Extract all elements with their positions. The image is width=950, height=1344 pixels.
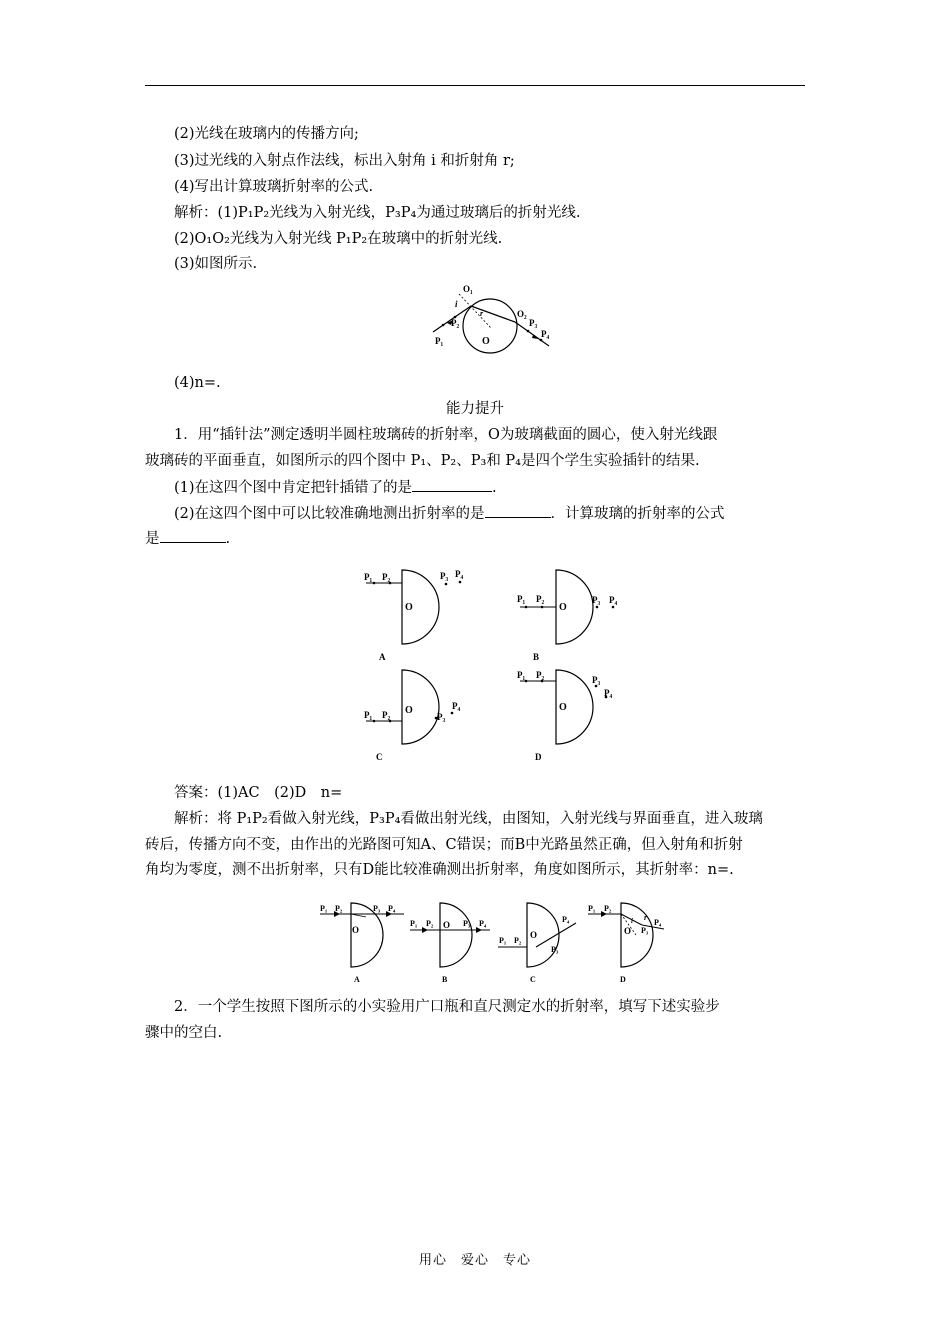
svg-text:P₂: P₂ xyxy=(514,936,522,945)
text-line: 2．一个学生按照下图所示的小实验用广口瓶和直尺测定水的折射率，填写下述实验步 xyxy=(174,999,720,1015)
svg-text:P₃: P₃ xyxy=(463,919,471,928)
diagram-a xyxy=(364,569,463,662)
label-p3: P₃ xyxy=(529,318,538,328)
answer-blank[interactable] xyxy=(160,528,226,543)
svg-text:P₁: P₁ xyxy=(320,904,328,913)
solution-c xyxy=(498,903,576,984)
svg-text:P₄: P₄ xyxy=(452,701,461,711)
text-line: 解析：(1)P₁P₂光线为入射光线，P₃P₄为通过玻璃后的折射光线. xyxy=(174,205,581,221)
svg-text:P₃: P₃ xyxy=(592,675,601,685)
text-line: 角均为零度，测不出折射率，只有D能比较准确测出折射率，角度如图所示，其折射率：n=. xyxy=(145,862,734,878)
svg-text:P₄: P₄ xyxy=(455,569,464,579)
svg-text:O: O xyxy=(443,920,451,930)
text-line: (4)n=. xyxy=(174,375,221,391)
text-line: (4)写出计算玻璃折射率的公式. xyxy=(174,179,374,195)
text-line: 玻璃砖的平面垂直，如图所示的四个图中 P₁、P₂、P₃和 P₄是四个学生实验插针的结果. xyxy=(145,453,700,469)
text-line: 解析：将 P₁P₂看做入射光线，P₃P₄看做出射光线，由图知，入射光线与界面垂直，进入玻璃 xyxy=(174,811,763,827)
svg-text:P₄: P₄ xyxy=(654,918,662,927)
svg-text:P₁: P₁ xyxy=(517,670,526,680)
circle-refraction-figure xyxy=(425,284,565,366)
text-line: 骤中的空白. xyxy=(145,1025,223,1041)
svg-text:O: O xyxy=(624,926,632,936)
solution-d xyxy=(588,903,664,984)
section-title: 能力提升 xyxy=(446,401,504,417)
svg-text:P₃: P₃ xyxy=(373,904,381,913)
label-d: D xyxy=(535,752,542,762)
svg-text:O: O xyxy=(405,602,413,613)
svg-text:P₂: P₂ xyxy=(536,594,545,604)
inner-ray xyxy=(471,306,515,322)
label-p1: P₁ xyxy=(435,336,444,346)
svg-text:i: i xyxy=(631,917,633,925)
svg-text:P₄: P₄ xyxy=(479,919,487,928)
svg-text:P₃: P₃ xyxy=(440,571,449,581)
text-line: 是 . xyxy=(145,528,810,549)
svg-text:P₁: P₁ xyxy=(588,904,596,913)
svg-text:P₂: P₂ xyxy=(536,670,545,680)
svg-text:P₁: P₁ xyxy=(364,710,373,720)
text-line: (2)光线在玻璃内的传播方向; xyxy=(174,126,359,142)
solution-figures xyxy=(318,895,668,987)
label-p2: P₂ xyxy=(451,318,460,328)
text-line: 砖后，传播方向不变，由作出的光路图可知A、C错误；而B中光路虽然正确，但入射角和折射 xyxy=(145,837,743,853)
svg-text:B: B xyxy=(442,975,448,984)
svg-text:P₂: P₂ xyxy=(382,572,391,582)
text-line: (2)O₁O₂光线为入射光线 P₁P₂在玻璃中的折射光线. xyxy=(174,231,503,247)
svg-text:P₃: P₃ xyxy=(437,712,446,722)
text-line: (1)在这四个图中肯定把针插错了的是 . xyxy=(145,477,839,498)
label-o1: O₁ xyxy=(463,284,473,294)
svg-text:P₄: P₄ xyxy=(562,915,570,924)
label-a: A xyxy=(379,652,386,662)
text-line: (3)过光线的入射点作法线，标出入射角 i 和折射角 r; xyxy=(174,153,515,169)
svg-text:P₁: P₁ xyxy=(499,936,507,945)
text-line: 1．用“插针法”测定透明半圆柱玻璃砖的折射率，O为玻璃截面的圆心，使入射光线跟 xyxy=(174,427,718,443)
svg-text:O: O xyxy=(559,702,567,713)
svg-text:A: A xyxy=(354,975,360,984)
svg-text:P₂: P₂ xyxy=(382,710,391,720)
svg-text:O: O xyxy=(352,925,360,935)
svg-text:D: D xyxy=(620,975,626,984)
answer-blank[interactable] xyxy=(485,503,551,518)
svg-text:C: C xyxy=(530,975,536,984)
label-p4: P₄ xyxy=(541,329,550,339)
svg-text:P₂: P₂ xyxy=(335,904,343,913)
label-c: C xyxy=(376,752,383,762)
svg-text:P₃: P₃ xyxy=(641,926,649,935)
svg-text:P₄: P₄ xyxy=(388,904,396,913)
svg-text:P₄: P₄ xyxy=(609,595,618,605)
label-o2: O₂ xyxy=(517,309,527,319)
svg-text:P₁: P₁ xyxy=(410,919,418,928)
text-line: (3)如图所示. xyxy=(174,256,258,272)
diagram-b xyxy=(517,570,617,662)
solution-a xyxy=(320,903,404,984)
diagram-c xyxy=(364,670,460,762)
header-rule xyxy=(145,85,805,86)
svg-text:P₁: P₁ xyxy=(517,594,526,604)
svg-text:P₁: P₁ xyxy=(364,572,373,582)
solution-b xyxy=(410,903,490,984)
svg-text:O: O xyxy=(530,930,538,940)
svg-text:O: O xyxy=(559,602,567,613)
label-o: O xyxy=(482,336,490,347)
four-semicircle-figure xyxy=(360,562,640,772)
text-line: (2)在这四个图中可以比较准确地测出折射率的是 ．计算玻璃的折射率的公式 xyxy=(145,503,839,524)
label-i: i xyxy=(455,299,458,309)
label-r: r xyxy=(480,309,484,318)
svg-text:P₂: P₂ xyxy=(426,919,434,928)
diagram-d xyxy=(517,670,612,762)
svg-text:P₄: P₄ xyxy=(604,688,613,698)
answer-blank[interactable] xyxy=(412,477,492,492)
label-b: B xyxy=(533,652,540,662)
answer-line: 答案：(1)AC (2)D n= xyxy=(174,785,343,801)
svg-text:P₃: P₃ xyxy=(592,595,601,605)
svg-text:P₂: P₂ xyxy=(604,904,612,913)
page-footer: 用心 爱心 专心 xyxy=(418,1253,531,1268)
svg-text:P₃: P₃ xyxy=(551,945,559,954)
svg-text:O: O xyxy=(405,705,413,716)
svg-text:r: r xyxy=(644,913,648,922)
